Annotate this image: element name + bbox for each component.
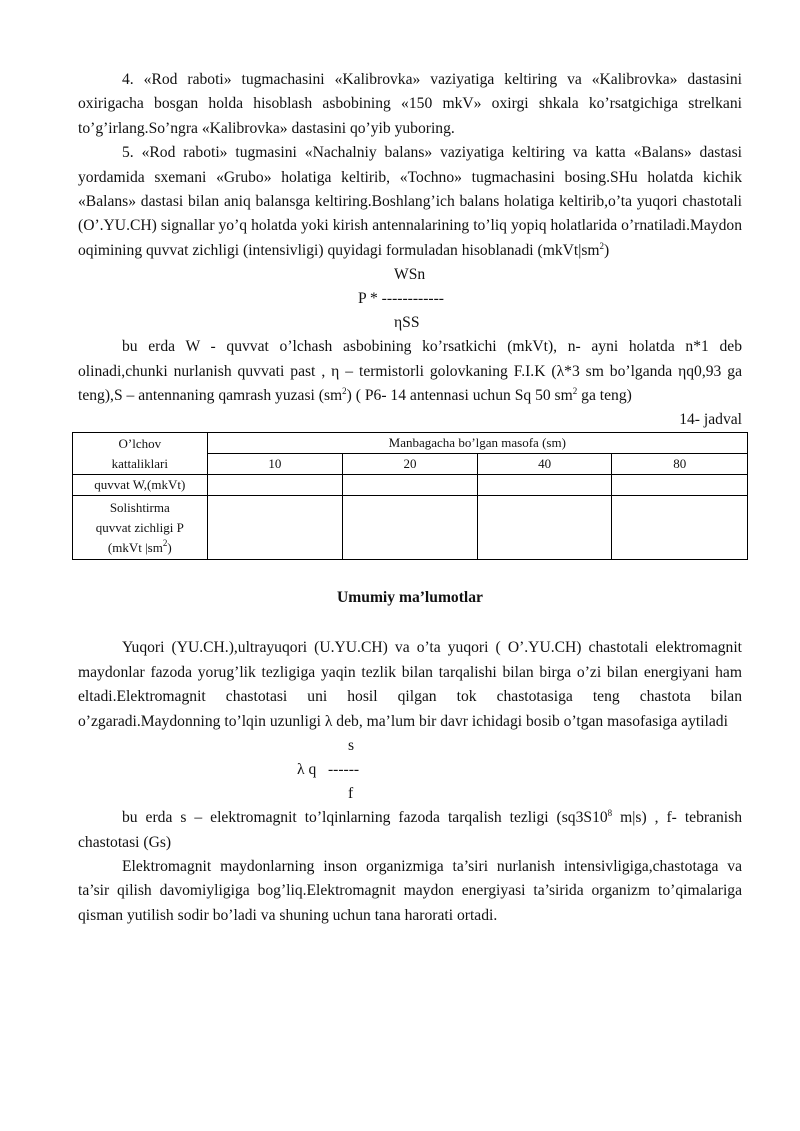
definitions-text-a: bu erda W - quvvat o’lchash asbobining ko’rsatkichi (mkVt), n- ayni holatda n*1 deb olinadi,chunki nurlanish quvvati past , η – termistorli golovkaning F.I.K (λ*3 sm bo’lganda ηq0,93 ga teng),S – antennaning qamrash yuzasi (sm [78, 338, 742, 405]
table-cell [477, 496, 612, 560]
paragraph-effects: Elektromagnit maydonlarning inson organizmiga ta’siri nurlanish intensivligiga,chastotaga va ta’sir qilish davomiyligiga bog’liq.Elektromagnit maydon energiyasi ta’sirida organizm to’qimalariga qisman yutilish sodir bo’ladi va shuning uchun tana harorati ortadi. [78, 857, 742, 924]
formula-left: P * ------------ [358, 290, 445, 308]
definitions-text-b: ) ( P6- 14 antennasi uchun Sq 50 sm [346, 387, 573, 405]
table-cell [612, 475, 748, 496]
paragraph-step-5-text: 5. «Rod raboti» tugmasini «Nachalniy balans» vaziyatiga keltiring va katta «Balans» dastasi yordamida sxemani «Grubo» holatiga keltirib, «Tochno» tugmachasini bosing.SHu holatda kichik «Balans» dastasi bilan aniq balansga keltiring.Boshlang’ich balans holatiga keltirib,o’ta yuqori chastotali (O’.YU.CH) signallar yo’q holatda yoki kirish antennalarining to’liq yopiq holatlarida o’rnatiladi.Maydon oqimining quvvat zichligi (intensivligi) quyidagi formuladan hisoblanadi (mkVt|sm [78, 144, 742, 259]
superscript: 2 [599, 240, 605, 251]
table-cell [207, 475, 343, 496]
table-label-line: Solishtirma [109, 499, 170, 515]
formula-denominator: f [348, 785, 354, 803]
paragraph-step-5 [78, 141, 742, 263]
table-header-distance-value: 10 [207, 454, 343, 475]
superscript: 8 [607, 808, 613, 819]
measurement-table [72, 432, 748, 560]
paragraph-wave-speed [78, 806, 742, 855]
formula-wavelength [78, 734, 742, 806]
formula-numerator: s [348, 737, 355, 755]
superscript: 2 [342, 386, 347, 397]
paragraph-general-info: Yuqori (YU.CH.),ultrayuqori (U.YU.CH) va o’ta yuqori ( O’.YU.CH) chastotali elektromagnit maydonlar fazoda yorug’lik tezligiga yaqin tezlik bilan tarqalishi bilan birga o’zi bilan energiyani ham eltadi.Elektromagnit chastotasi uni hosil qilgan tok chastotasiga teng chastota bilan o’zgaradi.Maydonning to’lqin uzunligi λ deb, ma’lum bir davr ichidagi bosib o’tgan masofasiga aytiladi [78, 639, 742, 730]
table-cell [477, 475, 612, 496]
formula-power-density [78, 263, 742, 335]
table-cell [207, 496, 343, 560]
table-header-distance: Manbagacha bo’lgan masofa (sm) [207, 433, 747, 454]
wave-speed-text-b: m|s) , f- tebranish chastotasi (Gs) [78, 809, 742, 851]
paragraph-definitions [78, 335, 742, 408]
table-label-unit-end: ) [167, 539, 172, 555]
superscript: 2 [162, 537, 168, 548]
table-cell [343, 475, 478, 496]
table-cell [612, 496, 748, 560]
table-header-line: O’lchov [118, 435, 162, 451]
table-header-distance-value: 40 [477, 454, 612, 475]
table-header-measure [73, 433, 208, 475]
table-header-distance-value: 20 [343, 454, 478, 475]
table-header-line: kattaliklari [111, 455, 168, 471]
wave-speed-text-a: bu erda s – elektromagnit to’lqinlarning fazoda tarqalish tezligi (sq3S10 [122, 809, 608, 827]
table-row-label-density [73, 496, 208, 560]
table-header-distance-value: 80 [612, 454, 748, 475]
document-page [78, 68, 742, 928]
table-cell [343, 496, 478, 560]
table-caption: 14- jadval [679, 411, 742, 429]
table-label-line [75, 538, 205, 558]
paragraph-step-5-end: ) [604, 241, 610, 259]
formula-denominator: ηSS [394, 314, 420, 332]
superscript: 2 [572, 386, 578, 397]
table-label-line: quvvat zichligi P [95, 519, 184, 535]
formula-numerator: WSn [394, 266, 426, 284]
definitions-text-c: ga teng) [577, 387, 632, 405]
paragraph-step-4: 4. «Rod raboti» tugmachasini «Kalibrovka» vaziyatiga keltiring va «Kalibrovka» dastasini oxirigacha bosgan holda hisoblash asbobining «150 mkV» oxirgi shkala ko’rsatgichiga strelkani to’g’irlang.So’ngra «Kalibrovka» dastasini qo’yib yuboring. [78, 71, 742, 137]
table-row-label-power: quvvat W,(mkVt) [73, 475, 208, 496]
section-heading: Umumiy ma’lumotlar [337, 589, 483, 607]
formula-left: λ q ------ [297, 761, 360, 779]
table-label-unit: (mkVt |sm [107, 539, 163, 555]
